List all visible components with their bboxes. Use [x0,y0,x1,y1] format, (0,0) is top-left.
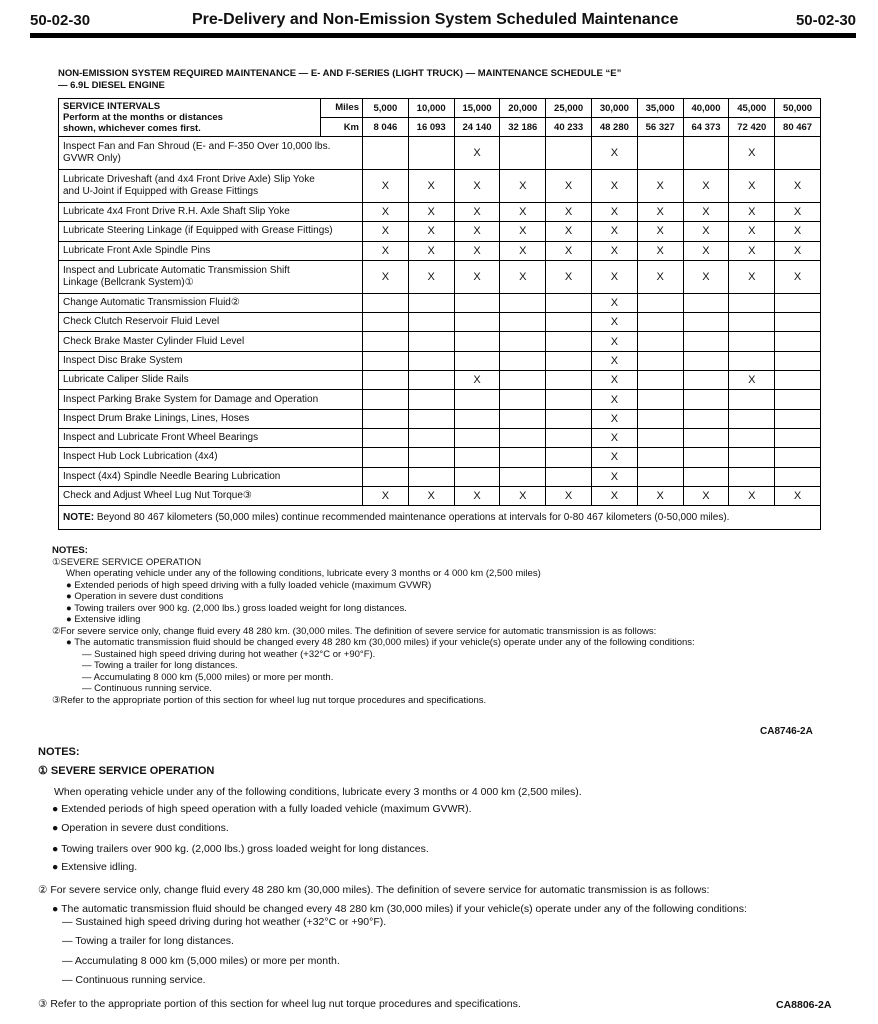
interval-mark-cell: X [591,448,637,467]
interval-mark-cell: X [775,241,821,260]
service-item-cell [59,170,363,203]
header-km-value: 48 280 [591,118,637,137]
interval-mark-cell: X [546,222,592,241]
interval-mark-cell: X [683,170,729,203]
interval-mark-cell [500,448,546,467]
notes-small [52,545,832,706]
interval-mark-cell: X [683,241,729,260]
interval-mark-cell [683,390,729,409]
service-item-cell [59,137,363,170]
header-km-value: 8 046 [363,118,409,137]
header-rule [30,33,856,38]
header-miles-value: 35,000 [637,99,683,118]
note-text: Beyond 80 467 kilometers (50,000 miles) continue recommended maintenance operations at intervals for 0-80 467 kilometers (0-50,000 miles). [94,512,730,524]
interval-mark-cell [729,293,775,312]
notes-small-n2-dash: — Towing a trailer for long distances. [82,660,238,671]
interval-mark-cell: X [637,486,683,505]
service-item-line1: Inspect Hub Lock Lubrication (4x4) [63,451,218,463]
interval-mark-cell [729,351,775,370]
interval-mark-cell [683,351,729,370]
interval-mark-cell: X [591,203,637,222]
service-item-cell [59,448,363,467]
interval-mark-cell [637,428,683,447]
interval-mark-cell: X [775,486,821,505]
interval-mark-cell [546,409,592,428]
header-miles-value: 5,000 [363,99,409,118]
service-item-line1: Inspect Drum Brake Linings, Lines, Hoses [63,412,250,424]
interval-mark-cell: X [363,260,409,293]
interval-mark-cell: X [454,203,500,222]
page-number-left: 50-02-30 [30,12,91,29]
notes-small-heading: NOTES: [52,545,88,556]
service-item-cell [59,371,363,390]
interval-mark-cell [775,448,821,467]
interval-mark-cell [546,313,592,332]
service-item-line1: Inspect and Lubricate Front Wheel Bearings [63,432,259,444]
figure-code-large: CA8806-2A [776,999,832,1011]
interval-mark-cell [408,293,454,312]
notes-small-n1-bullet: ● Extended periods of high speed driving with a fully loaded vehicle (maximum GVWR) [66,579,432,591]
interval-mark-cell: X [591,222,637,241]
interval-mark-cell [408,371,454,390]
table-row [59,409,821,428]
interval-mark-cell [500,332,546,351]
interval-mark-cell [363,332,409,351]
interval-mark-cell: X [546,486,592,505]
interval-mark-cell: X [775,260,821,293]
interval-mark-cell: X [500,260,546,293]
interval-mark-cell [546,467,592,486]
interval-mark-cell: X [408,486,454,505]
interval-mark-cell: X [591,170,637,203]
maintenance-schedule-table [58,98,821,530]
interval-mark-cell [637,137,683,170]
interval-mark-cell: X [591,293,637,312]
table-row [59,428,821,447]
header-km-value: 32 186 [500,118,546,137]
interval-mark-cell: X [729,241,775,260]
interval-mark-cell [500,293,546,312]
notes-large-n2-dash: — Towing a trailer for long distances. [62,935,234,947]
service-item-line1: Lubricate Front Axle Spindle Pins [63,244,211,256]
interval-mark-cell: X [500,486,546,505]
interval-mark-cell [500,313,546,332]
interval-mark-cell [363,293,409,312]
interval-mark-cell: X [591,313,637,332]
interval-mark-cell: X [363,241,409,260]
header-km-value: 64 373 [683,118,729,137]
interval-mark-cell: X [500,241,546,260]
interval-mark-cell [546,371,592,390]
interval-mark-cell: X [591,332,637,351]
interval-mark-cell [500,390,546,409]
notes-small-n2-bullet: ● The automatic transmission fluid should be changed every 48 280 km (30,000 miles) if your vehicle(s) operate under any of the following conditions: [66,637,695,648]
interval-mark-cell: X [591,428,637,447]
interval-mark-cell [500,467,546,486]
interval-mark-cell: X [591,137,637,170]
service-item-line2: and U-Joint if Equipped with Grease Fittings [63,186,259,197]
interval-mark-cell [408,390,454,409]
service-item-line1: Check Brake Master Cylinder Fluid Level [63,335,245,347]
interval-mark-cell [454,409,500,428]
interval-mark-cell [454,293,500,312]
interval-mark-cell [775,351,821,370]
interval-mark-cell: X [637,260,683,293]
interval-mark-cell: X [363,486,409,505]
interval-mark-cell [454,332,500,351]
interval-mark-cell: X [500,170,546,203]
interval-mark-cell [363,371,409,390]
interval-mark-cell [408,448,454,467]
interval-mark-cell [363,137,409,170]
interval-mark-cell [408,467,454,486]
service-item-cell [59,467,363,486]
interval-mark-cell: X [729,137,775,170]
interval-mark-cell [729,390,775,409]
table-row [59,390,821,409]
table-row [59,170,821,203]
interval-mark-cell [363,390,409,409]
schedule-title-line2: — 6.9L DIESEL ENGINE [58,80,165,91]
interval-mark-cell [546,293,592,312]
header-miles-value: 10,000 [408,99,454,118]
interval-mark-cell: X [500,203,546,222]
notes-large-n2-dash: — Continuous running service. [62,974,206,986]
interval-mark-cell [729,313,775,332]
service-item-line1: Inspect and Lubricate Automatic Transmission Shift [63,264,290,276]
interval-mark-cell: X [454,371,500,390]
service-item-cell [59,241,363,260]
service-item-line1: Change Automatic Transmission Fluid② [63,297,240,309]
interval-mark-cell [637,467,683,486]
service-item-line1: Lubricate Steering Linkage (if Equipped with Grease Fittings) [63,225,333,237]
interval-mark-cell: X [683,203,729,222]
notes-large-n2-text: ② For severe service only, change fluid every 48 280 km (30,000 miles). The definition of severe service for automatic transmission is as follows: [38,884,710,896]
interval-mark-cell: X [637,222,683,241]
interval-mark-cell: X [546,203,592,222]
table-row [59,351,821,370]
interval-mark-cell: X [637,241,683,260]
interval-mark-cell [500,137,546,170]
table-row [59,241,821,260]
interval-mark-cell [454,467,500,486]
notes-large-heading: NOTES: [38,746,80,758]
interval-mark-cell: X [591,486,637,505]
interval-mark-cell: X [775,203,821,222]
notes-small-n1-bullet: ● Towing trailers over 900 kg. (2,000 lbs.) gross loaded weight for long distances. [66,602,407,614]
interval-mark-cell: X [729,222,775,241]
interval-mark-cell: X [683,260,729,293]
service-item-line1: Check and Adjust Wheel Lug Nut Torque③ [63,490,252,501]
interval-mark-cell [775,428,821,447]
interval-mark-cell [363,448,409,467]
schedule-title-line1: NON-EMISSION SYSTEM REQUIRED MAINTENANCE — E- AND F-SERIES (LIGHT TRUCK) — MAINTENANCE SCHEDULE “E” [58,68,622,79]
interval-mark-cell [500,409,546,428]
interval-mark-cell [775,371,821,390]
interval-mark-cell: X [454,486,500,505]
table-row [59,222,821,241]
table-row [59,448,821,467]
interval-mark-cell [637,293,683,312]
header-miles-value: 20,000 [500,99,546,118]
interval-mark-cell [454,390,500,409]
interval-mark-cell [637,313,683,332]
service-item-line1: Inspect Parking Brake System for Damage and Operation [63,393,319,405]
interval-mark-cell: X [546,260,592,293]
interval-mark-cell: X [591,409,637,428]
interval-mark-cell [637,409,683,428]
interval-mark-cell [546,448,592,467]
interval-mark-cell [729,332,775,351]
interval-mark-cell [454,313,500,332]
interval-mark-cell: X [408,170,454,203]
service-item-cell [59,390,363,409]
interval-mark-cell: X [408,260,454,293]
service-item-cell [59,332,363,351]
interval-mark-cell: X [729,486,775,505]
interval-mark-cell [408,351,454,370]
notes-large-n1-bullet: ● Towing trailers over 900 kg. (2,000 lbs.) gross loaded weight for long distances. [52,843,429,855]
notes-small-n1-title: ①SEVERE SERVICE OPERATION [52,556,202,568]
header-km-value: 72 420 [729,118,775,137]
interval-mark-cell [454,428,500,447]
interval-mark-cell [363,313,409,332]
interval-mark-cell [500,428,546,447]
interval-mark-cell [729,409,775,428]
interval-mark-cell [775,137,821,170]
interval-mark-cell: X [683,222,729,241]
interval-mark-cell [637,448,683,467]
notes-large-n2-bullet: ● The automatic transmission fluid should be changed every 48 280 km (30,000 miles) if your vehicle(s) operate under any of the following conditions: [52,903,747,915]
header-km-value: 80 467 [775,118,821,137]
interval-mark-cell [729,428,775,447]
table-row [59,467,821,486]
table-row [59,313,821,332]
notes-large-n1-bullet: ● Operation in severe dust conditions. [52,822,229,834]
notes-large-n1-bullet: ● Extended periods of high speed operation with a fully loaded vehicle (maximum GVWR). [52,803,472,815]
interval-mark-cell [683,467,729,486]
notes-small-n2-text: ②For severe service only, change fluid every 48 280 km. (30,000 miles. The definition of severe service for automatic transmission is as follows: [52,625,657,637]
header-km-value: 16 093 [408,118,454,137]
notes-large-n1-intro: When operating vehicle under any of the following conditions, lubricate every 3 months or 4 000 km (2,500 miles). [54,786,582,798]
interval-mark-cell: X [683,486,729,505]
header-miles-value: 30,000 [591,99,637,118]
page-number-right: 50-02-30 [795,12,856,29]
interval-mark-cell [729,448,775,467]
interval-mark-cell [363,428,409,447]
service-item-cell [59,260,363,293]
interval-mark-cell [637,332,683,351]
interval-mark-cell: X [454,222,500,241]
interval-mark-cell [408,332,454,351]
table-row [59,260,821,293]
header-service-intervals [59,99,321,137]
interval-mark-cell [408,137,454,170]
service-item-line1: Lubricate Driveshaft (and 4x4 Front Drive Axle) Slip Yoke [63,174,315,185]
interval-mark-cell [546,428,592,447]
service-intervals-label: SERVICE INTERVALS [63,101,161,112]
note-label: NOTE: [63,512,95,524]
interval-mark-cell: X [454,260,500,293]
header-km-value: 24 140 [454,118,500,137]
interval-mark-cell [683,293,729,312]
header-km-value: 40 233 [546,118,592,137]
interval-mark-cell: X [363,203,409,222]
interval-mark-cell: X [591,390,637,409]
service-item-cell [59,409,363,428]
interval-mark-cell [500,371,546,390]
notes-small-n2-dash: — Accumulating 8 000 km (5,000 miles) or more per month. [82,671,334,683]
service-item-line1: Inspect Fan and Fan Shroud (E- and F-350 Over 10,000 lbs. [63,141,331,152]
interval-mark-cell [454,448,500,467]
interval-mark-cell: X [775,222,821,241]
interval-mark-cell [546,390,592,409]
note-row [59,506,821,530]
interval-mark-cell: X [363,170,409,203]
notes-large-n2-dash: — Sustained high speed driving during hot weather (+32°C or +90°F). [62,916,387,928]
service-item-line1: Inspect Disc Brake System [63,354,183,366]
notes-small-n3-text: ③Refer to the appropriate portion of this section for wheel lug nut torque procedures and specifications. [52,694,487,706]
service-item-cell [59,222,363,241]
interval-mark-cell [775,332,821,351]
header-km-value: 56 327 [637,118,683,137]
interval-mark-cell: X [729,203,775,222]
interval-mark-cell [408,313,454,332]
header-row-miles [59,99,821,118]
notes-large-n2-dash: — Accumulating 8 000 km (5,000 miles) or more per month. [62,955,340,967]
table-row [59,332,821,351]
interval-mark-cell [500,351,546,370]
note-cell [59,506,821,530]
interval-mark-cell: X [454,170,500,203]
interval-mark-cell: X [637,203,683,222]
interval-mark-cell [775,409,821,428]
interval-mark-cell [729,467,775,486]
service-item-line2: Linkage (Bellcrank System)① [63,276,194,288]
service-item-cell [59,313,363,332]
interval-mark-cell: X [591,351,637,370]
interval-mark-cell [775,313,821,332]
table-row [59,203,821,222]
interval-mark-cell [408,409,454,428]
interval-mark-cell [363,467,409,486]
interval-mark-cell: X [454,137,500,170]
notes-small-n1-bullet: ● Extensive idling [66,614,141,625]
interval-mark-cell [363,351,409,370]
header-miles-value: 15,000 [454,99,500,118]
table-row [59,371,821,390]
interval-mark-cell [683,371,729,390]
interval-mark-cell: X [729,170,775,203]
interval-mark-cell: X [546,170,592,203]
interval-mark-cell [775,467,821,486]
notes-large-n3-text: ③ Refer to the appropriate portion of this section for wheel lug nut torque procedures and specifications. [38,998,521,1010]
interval-mark-cell: X [546,241,592,260]
interval-mark-cell [363,409,409,428]
interval-mark-cell [683,428,729,447]
service-item-line1: Lubricate Caliper Slide Rails [63,374,189,386]
service-item-cell [59,428,363,447]
interval-mark-cell: X [729,260,775,293]
header-miles-value: 50,000 [775,99,821,118]
notes-large-n1-bullet: ● Extensive idling. [52,861,138,873]
interval-mark-cell [683,313,729,332]
interval-mark-cell: X [408,203,454,222]
interval-mark-cell: X [454,241,500,260]
notes-large-n1-title: ① SEVERE SERVICE OPERATION [38,765,215,777]
service-item-line2: GVWR Only) [63,153,121,164]
service-item-line1: Check Clutch Reservoir Fluid Level [63,316,220,328]
interval-mark-cell [546,351,592,370]
interval-mark-cell: X [363,222,409,241]
schedule-title [58,68,818,92]
notes-small-n1-bullet: ● Operation in severe dust conditions [66,591,224,602]
header-miles-value: 40,000 [683,99,729,118]
service-item-cell [59,293,363,312]
perform-label-line2: shown, whichever comes first. [63,123,201,134]
interval-mark-cell: X [591,371,637,390]
notes-small-n2-dash: — Sustained high speed driving during hot weather (+32°C or +90°F). [82,648,376,660]
interval-mark-cell [546,332,592,351]
interval-mark-cell: X [775,170,821,203]
interval-mark-cell [775,390,821,409]
interval-mark-cell: X [408,241,454,260]
figure-code-small: CA8746-2A [760,726,813,737]
header-miles-label: Miles [321,99,363,118]
interval-mark-cell: X [591,260,637,293]
interval-mark-cell [637,371,683,390]
notes-small-n2-dash: — Continuous running service. [82,683,212,694]
page-header [30,8,856,36]
interval-mark-cell: X [729,371,775,390]
interval-mark-cell: X [591,241,637,260]
table-row [59,486,821,505]
service-item-line1: Lubricate 4x4 Front Drive R.H. Axle Shaft Slip Yoke [63,206,290,218]
interval-mark-cell: X [591,467,637,486]
notes-small-n1-intro: When operating vehicle under any of the following conditions, lubricate every 3 months or 4 000 km (2,500 miles) [66,568,541,579]
header-miles-value: 45,000 [729,99,775,118]
page-title: Pre-Delivery and Non-Emission System Scheduled Maintenance [192,11,679,28]
interval-mark-cell [683,448,729,467]
service-item-cell [59,203,363,222]
header-miles-value: 25,000 [546,99,592,118]
service-item-cell [59,351,363,370]
service-item-line1: Inspect (4x4) Spindle Needle Bearing Lubrication [63,470,281,482]
interval-mark-cell [454,351,500,370]
interval-mark-cell: X [637,170,683,203]
interval-mark-cell [408,428,454,447]
interval-mark-cell [637,351,683,370]
interval-mark-cell [683,137,729,170]
interval-mark-cell: X [408,222,454,241]
service-item-cell [59,486,363,505]
table-row [59,137,821,170]
interval-mark-cell [546,137,592,170]
interval-mark-cell [683,332,729,351]
table-row [59,293,821,312]
interval-mark-cell [683,409,729,428]
perform-label-line1: Perform at the months or distances [63,112,223,123]
interval-mark-cell: X [500,222,546,241]
interval-mark-cell [637,390,683,409]
interval-mark-cell [775,293,821,312]
header-km-label: Km [321,118,363,137]
